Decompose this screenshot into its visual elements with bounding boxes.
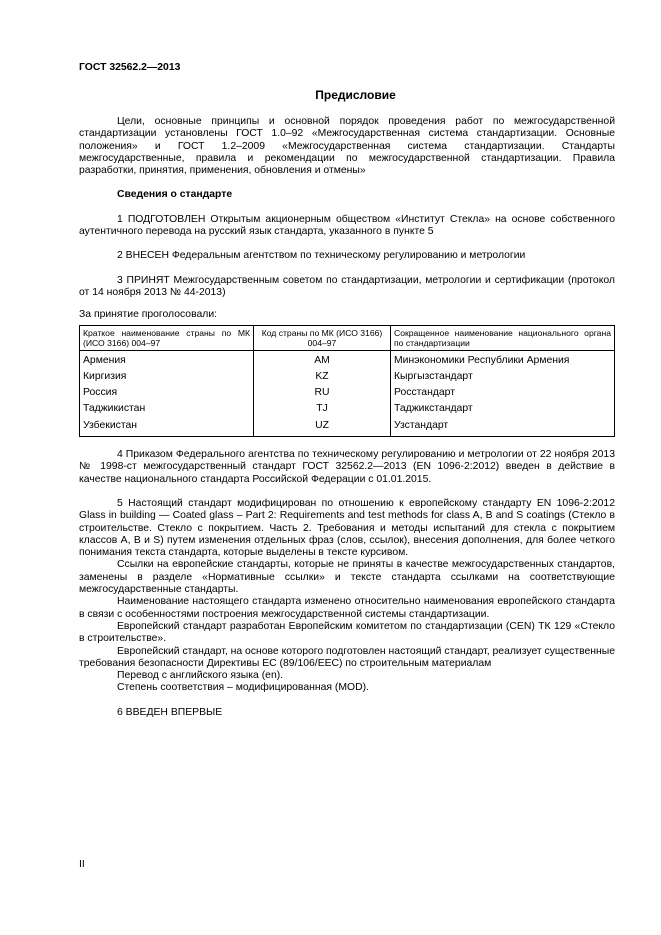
item-6-paragraph: 6 ВВЕДЕН ВПЕРВЫЕ: [117, 706, 223, 718]
table-row: [80, 350, 615, 369]
item-5-cen-paragraph: Европейский стандарт разработан Европейским комитетом по стандартизации (CEN) ТК 129 «Стекло в строительстве».: [79, 620, 615, 645]
table-row: [80, 401, 615, 417]
item-5-name-paragraph: Наименование настоящего стандарта изменено относительно наименования европейского стандарта в связи с особенностями построения межгосударственной системы стандартизации.: [79, 596, 615, 620]
section-heading: Сведения о стандарте: [117, 189, 233, 201]
table-cell-body: Росстандарт: [391, 385, 615, 401]
item-3-paragraph: 3 ПРИНЯТ Межгосударственным советом по стандартизации, метрологии и сертификации (протокол от 14 ноября 2013 № 44-2013): [79, 274, 615, 298]
document-body: [79, 116, 615, 719]
table-row: [80, 385, 615, 401]
table-cell-code: RU: [254, 385, 391, 401]
table-cell-body: Узстандарт: [391, 418, 615, 437]
item-1-paragraph: 1 ПОДГОТОВЛЕН Открытым акционерным обществом «Институт Стекла» на основе собственного аутентичного перевода на русский язык стандарта, указанного в пункте 5: [79, 213, 615, 238]
item-5-requirements-paragraph: Европейский стандарт, на основе которого подготовлен настоящий стандарт, реализует существенные требования безопасности Директивы ЕС (89/106/EEC) по строительным материалам: [79, 645, 615, 669]
table-cell-country: Киргизия: [80, 369, 254, 385]
table-cell-body: Минэкономики Республики Армения: [391, 350, 615, 369]
table-cell-code: TJ: [254, 401, 391, 417]
table-cell-country: Таджикистан: [80, 401, 254, 417]
table-cell-code: AM: [254, 350, 391, 369]
voted-label: За принятие проголосовали:: [79, 309, 218, 321]
table-cell-country: Армения: [80, 350, 254, 369]
table-row: [80, 418, 615, 437]
item-5-language-paragraph: Перевод с английского языка (en).: [117, 670, 284, 682]
table-cell-code: UZ: [254, 418, 391, 437]
table-cell-body: Таджикстандарт: [391, 401, 615, 417]
table-row: [80, 369, 615, 385]
countries-table: [79, 325, 615, 437]
item-5-degree-paragraph: Степень соответствия – модифицированная (MOD).: [117, 682, 369, 694]
table-cell-country: Россия: [80, 385, 254, 401]
item-4-paragraph: 4 Приказом Федерального агентства по техническому регулированию и метрологии от 22 ноября 2013 № 1998-ст межгосударственный стандарт ГОСТ 32562.2—2013 (EN 1096-2:2012) введен в действие в качестве национального стандарта Российской Федерации с 01.01.2015.: [79, 449, 615, 485]
table-cell-country: Узбекистан: [80, 418, 254, 437]
item-5-paragraph: 5 Настоящий стандарт модифицирован по отношению к европейскому стандарту EN 1096-2:2012 Glass in building — Coated glass – Part 2: Requirements and test methods for class A, B and S coatings (Стекло в строительстве. Стекло с покрытием. Часть 2. Требования и методы испытаний для стекла с покрытием классов A, B и S) путем изменения отдельных фраз (слов, ссылок), внесения дополнения, для более четкого понимания текста стандарта, которые выделены в тексте курсивом.: [79, 497, 615, 559]
table-cell-code: KZ: [254, 369, 391, 385]
item-2-paragraph: 2 ВНЕСЕН Федеральным агентством по техническому регулированию и метрологии: [117, 250, 526, 262]
page-title: Предисловие: [315, 88, 396, 102]
page-number: II: [79, 859, 85, 870]
table-cell-body: Кыргызстандарт: [391, 369, 615, 385]
table-header-code: Код страны по МК (ИСО 3166) 004–97: [254, 325, 391, 350]
table-header-row: [80, 325, 615, 350]
item-5-references-paragraph: Ссылки на европейские стандарты, которые не приняты в качестве межгосударственных стандартов, заменены в разделе «Нормативные ссылки» и тексте стандарта ссылками на соответствующие межгосударственные стандарты.: [79, 559, 615, 596]
table-header-country: Краткое наименование страны по МК (ИСО 3166) 004–97: [80, 325, 254, 350]
document-header: ГОСТ 32562.2—2013: [79, 62, 181, 73]
table-header-body: Сокращенное наименование национального органа по стандартизации: [391, 325, 615, 350]
intro-paragraph: Цели, основные принципы и основной порядок проведения работ по межгосударственной стандартизации установлены ГОСТ 1.0–92 «Межгосударственная система стандартизации. Основные положения» и ГОСТ 1.2–2009 «Межгосударственная система стандартизации. Стандарты межгосударственные, правила и рекомендации по межгосударственной стандартизации. Правила разработки, принятия, применения, обновления и отмены»: [79, 116, 615, 177]
